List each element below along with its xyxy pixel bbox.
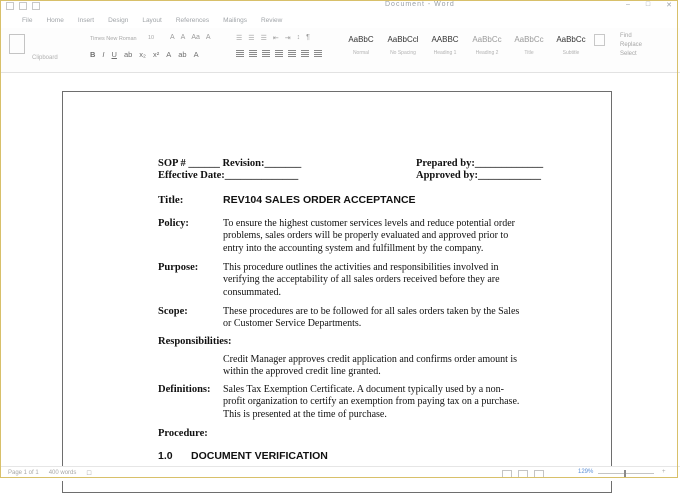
clear-format-icon[interactable]: A [205, 34, 211, 41]
web-layout-icon[interactable] [534, 470, 544, 478]
section-number: 1.0 [158, 450, 173, 462]
minimize-icon[interactable]: – [625, 1, 630, 8]
maximize-icon[interactable]: □ [645, 1, 651, 8]
font-controls [170, 34, 211, 41]
quick-access-toolbar [6, 2, 40, 10]
align-left-icon[interactable] [236, 50, 244, 57]
editing-group [620, 32, 642, 59]
italic-icon[interactable]: I [102, 50, 105, 59]
word-count[interactable]: 400 words [48, 470, 77, 476]
close-icon[interactable]: ✕ [666, 2, 672, 9]
ribbon [0, 28, 680, 73]
pilcrow-icon[interactable]: ¶ [306, 34, 310, 41]
borders-icon[interactable] [314, 50, 322, 57]
style-subtitle[interactable]: AaBbCc Subtitle [556, 35, 586, 56]
responsibilities-text: Credit Manager approves credit application and confirms order amount is within the approved credit line granted. [223, 354, 518, 378]
clipboard-group-label: Clipboard [32, 55, 58, 61]
replace-button[interactable]: Replace [620, 42, 643, 48]
numbering-icon[interactable]: ☰ [248, 35, 255, 42]
align-center-icon[interactable] [249, 50, 257, 57]
text-effects-icon[interactable]: A [166, 50, 172, 59]
tab-references[interactable]: References [175, 17, 210, 24]
sop-line: SOP # ______ Revision:_______ [158, 158, 302, 169]
zoom-slider[interactable] [598, 473, 654, 474]
style-heading-1[interactable]: AABBC Heading 1 [431, 35, 459, 56]
ribbon-tabs [0, 14, 680, 28]
undo-icon[interactable] [19, 2, 27, 10]
status-left [8, 470, 92, 477]
view-buttons [502, 470, 544, 478]
style-no-spacing[interactable]: AaBbCcl No Spacing [387, 35, 419, 56]
procedure-label: Procedure: [158, 428, 208, 439]
subscript-icon[interactable]: x₂ [139, 50, 146, 59]
definitions-label: Definitions: [158, 384, 211, 395]
status-bar [0, 466, 680, 481]
sort-icon[interactable]: ↕ [296, 34, 301, 41]
decrease-indent-icon[interactable]: ⇤ [272, 35, 279, 42]
window-controls [626, 1, 672, 9]
policy-text: To ensure the highest customer services levels and reduce potential order problems, sales orders will be properly evaluated and approved prior to entry into the accounting system and fulfillment by the company. [223, 218, 515, 254]
scope-text: These procedures are to be followed for all sales orders taken by the Sales or Customer Service Departments. [223, 306, 520, 330]
font-size-select[interactable]: 10 [148, 35, 155, 41]
effective-date-line: Effective Date:______________ [158, 170, 299, 181]
superscript-icon[interactable]: x² [152, 50, 160, 59]
style-title[interactable]: AaBbCc Title [514, 35, 544, 56]
prepared-by-line: Prepared by:_____________ [416, 158, 544, 169]
alignment-controls [236, 50, 322, 57]
align-right-icon[interactable] [262, 50, 270, 57]
approved-by-line: Approved by:____________ [416, 170, 541, 181]
save-icon[interactable] [6, 2, 14, 10]
zoom-in-icon[interactable]: + [662, 469, 666, 475]
scope-label: Scope: [158, 306, 188, 317]
tab-design[interactable]: Design [108, 17, 129, 24]
tab-home[interactable]: Home [46, 17, 64, 24]
title-label: Title: [158, 194, 184, 206]
paste-icon[interactable] [9, 34, 25, 54]
tab-file[interactable]: File [22, 17, 33, 24]
purpose-label: Purpose: [158, 262, 199, 273]
style-heading-2[interactable]: AaBbCc Heading 2 [472, 35, 502, 56]
shading-icon[interactable] [301, 50, 309, 57]
document-workspace[interactable] [0, 73, 680, 466]
select-button[interactable]: Select [620, 51, 637, 57]
document-title: REV104 SALES ORDER ACCEPTANCE [223, 194, 416, 206]
policy-label: Policy: [158, 218, 189, 229]
responsibilities-label: Responsibilities: [158, 336, 232, 347]
zoom-slider-handle[interactable] [624, 470, 626, 477]
tab-layout[interactable]: Layout [142, 17, 162, 24]
line-spacing-icon[interactable] [288, 50, 296, 57]
styles-gallery [344, 35, 588, 56]
window-title: Document - Word [385, 1, 455, 8]
styles-pane-icon[interactable] [594, 34, 605, 46]
format-buttons [90, 50, 199, 59]
page-count[interactable]: Page 1 of 1 [8, 470, 39, 476]
purpose-text: This procedure outlines the activities and responsibilities involved in verifying the acceptability of all sales orders received before they are consummated. [223, 262, 500, 298]
bullets-icon[interactable]: ☰ [236, 35, 243, 42]
multilevel-list-icon[interactable]: ☰ [260, 35, 267, 42]
definitions-text: Sales Tax Exemption Certificate. A document typically used by a non- profit organization to certify an exemption from paying tax on a purchase. This is presented at the time of purchase. [223, 384, 520, 420]
style-normal[interactable]: AaBbC Normal [348, 35, 374, 56]
title-bar [0, 0, 680, 13]
justify-icon[interactable] [275, 50, 283, 57]
document-page[interactable] [62, 91, 612, 493]
bold-icon[interactable]: B [90, 50, 96, 59]
shrink-font-icon[interactable]: A [180, 34, 186, 41]
zoom-level[interactable]: 129% [578, 469, 594, 475]
redo-icon[interactable] [32, 2, 40, 10]
paragraph-controls [236, 34, 310, 42]
strikethrough-icon[interactable]: ab [123, 50, 133, 59]
proofing-icon[interactable]: ☐ [86, 471, 92, 477]
print-layout-icon[interactable] [518, 470, 528, 478]
font-name-select[interactable]: Times New Roman [90, 36, 137, 42]
section-title: DOCUMENT VERIFICATION [191, 450, 328, 462]
tab-mailings[interactable]: Mailings [223, 17, 247, 24]
highlight-icon[interactable]: ab [178, 50, 187, 59]
find-button[interactable]: Find [620, 33, 632, 39]
read-mode-icon[interactable] [502, 470, 512, 478]
font-color-icon[interactable]: A [193, 50, 199, 59]
tab-insert[interactable]: Insert [77, 17, 95, 24]
change-case-icon[interactable]: Aa [191, 34, 200, 41]
grow-font-icon[interactable]: A [170, 34, 175, 41]
underline-icon[interactable]: U [111, 50, 117, 59]
increase-indent-icon[interactable]: ⇥ [284, 35, 291, 42]
tab-review[interactable]: Review [260, 17, 283, 24]
